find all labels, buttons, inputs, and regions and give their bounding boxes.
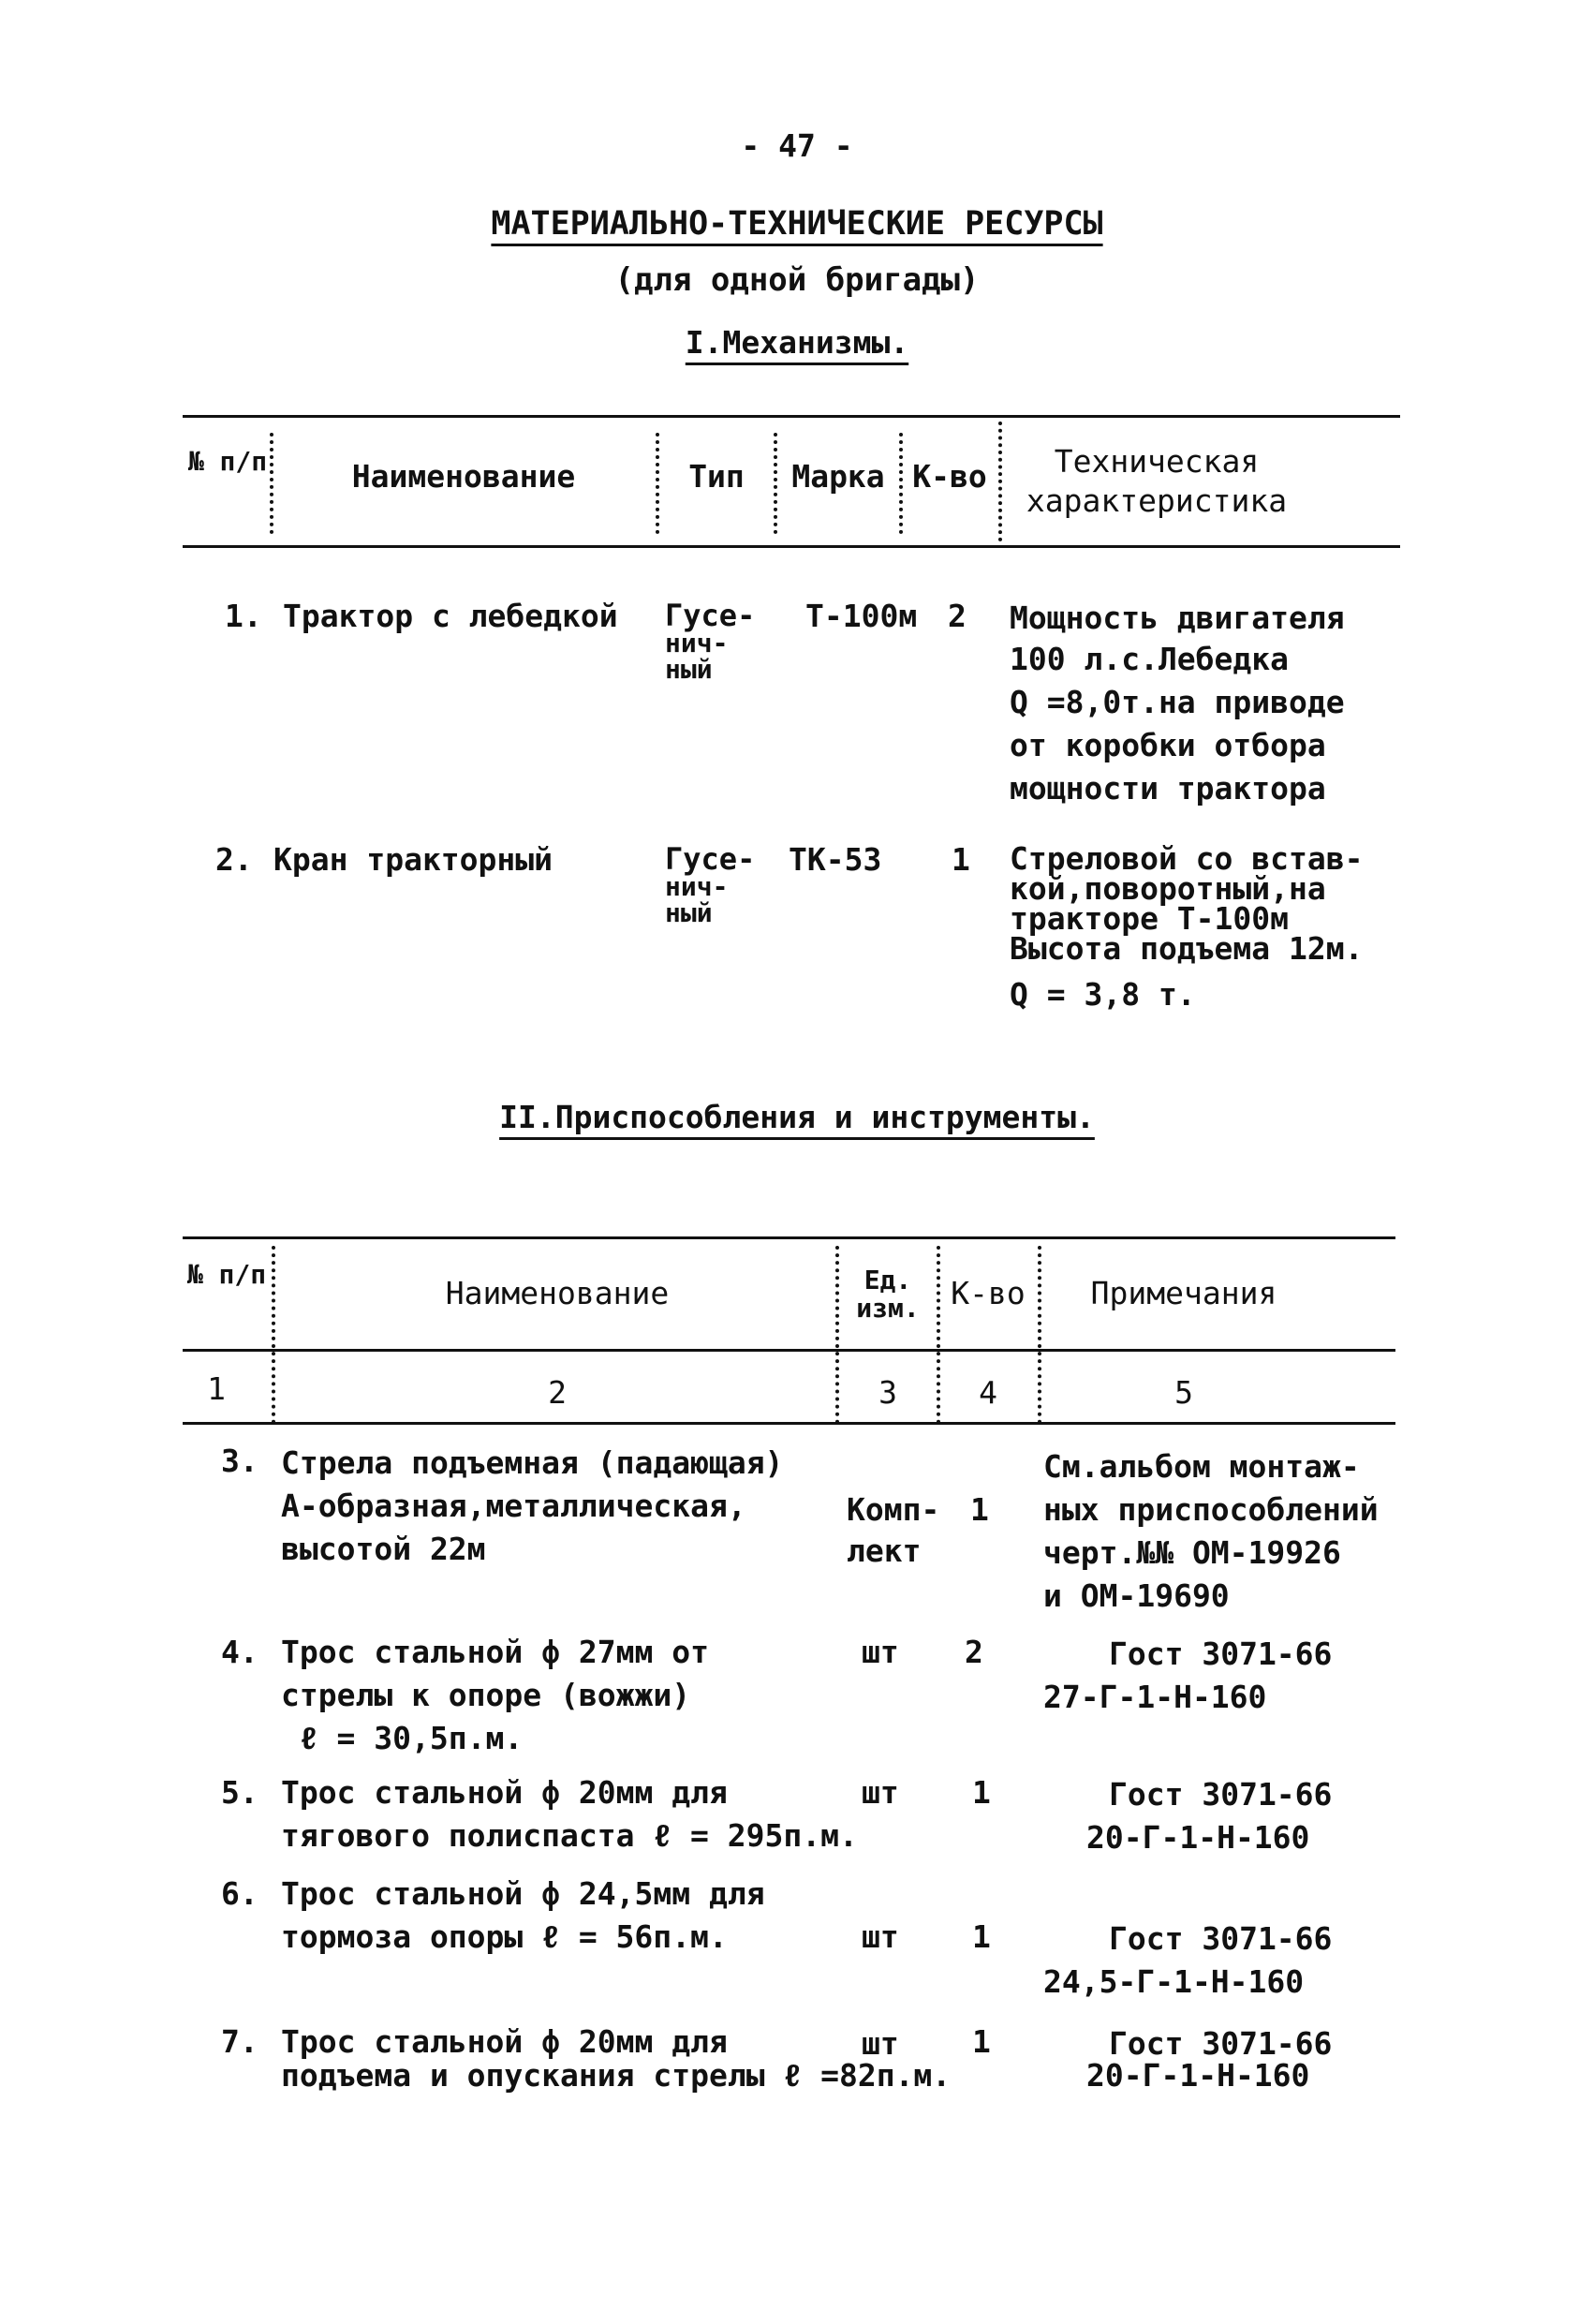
row-number: 2. (215, 841, 253, 878)
row-name: стрелы к опоре (вожжи) (281, 1677, 691, 1713)
row-qty: 1 (952, 841, 970, 878)
table2-divider (835, 1246, 839, 1424)
row-note: Гост 3071-66 (1109, 1776, 1333, 1813)
row-note: 27-Г-1-Н-160 (1043, 1679, 1267, 1715)
row-number: 4. (221, 1634, 258, 1670)
row-spec: мощности трактора (1010, 770, 1326, 807)
row-name: ℓ = 30,5п.м. (281, 1720, 524, 1756)
page-subtitle: (для одной бригады) (614, 261, 980, 299)
row-name: Трос стальной ф 20мм для (281, 2023, 728, 2060)
row-qty: 1 (970, 1491, 989, 1528)
row-note: и ОМ-19690 (1043, 1577, 1230, 1614)
row-type: Гусе- (665, 841, 756, 877)
table1-col-spec: Техническая характеристика (1026, 443, 1288, 519)
row-name: Трактор с лебедкой (283, 598, 618, 634)
row-number: 7. (221, 2023, 258, 2060)
row-name: А-образная,металлическая, (281, 1488, 746, 1524)
page-number: - 47 - (741, 127, 853, 164)
row-qty: 1 (972, 2023, 991, 2060)
row-name: тормоза опоры ℓ = 56п.м. (281, 1918, 728, 1955)
row-type: ный (665, 654, 713, 685)
table1-header-rule (183, 545, 1400, 548)
row-mark: Т-100м (805, 598, 918, 634)
table1-divider (998, 422, 1002, 541)
row-type: Гусе- (665, 598, 756, 633)
table1-divider (656, 433, 659, 534)
table2-numbers-rule (183, 1422, 1395, 1425)
table1-divider (774, 433, 777, 534)
row-spec: Q = 3,8 т. (1010, 976, 1196, 1013)
row-name: высотой 22м (281, 1531, 486, 1567)
row-spec: кой,поворотный,на (1010, 870, 1326, 907)
table2-divider (1038, 1246, 1041, 1424)
row-note: Гост 3071-66 (1109, 1920, 1333, 1957)
row-unit: шт (862, 1634, 899, 1670)
row-spec: Высота подъема 12м. (1010, 930, 1364, 967)
row-spec: тракторе Т-100м (1010, 900, 1290, 937)
row-unit: Комп- (847, 1491, 940, 1528)
section2-heading: II.Приспособления и инструменты. (499, 1099, 1095, 1135)
row-note: 24,5-Г-1-Н-160 (1043, 1963, 1305, 2000)
row-number: 1. (225, 598, 262, 634)
table2-col-unit: Ед. изм. (856, 1265, 920, 1324)
row-spec: Мощность двигателя (1010, 600, 1345, 636)
table2-col-num: № п/п (186, 1259, 267, 1290)
row-qty: 2 (948, 598, 967, 634)
row-unit: шт (862, 1918, 899, 1955)
table2-colnum: 2 (548, 1374, 567, 1411)
row-qty: 1 (972, 1918, 991, 1955)
row-note: ных приспособлений (1043, 1491, 1379, 1528)
row-unit: шт (862, 2025, 899, 2062)
row-name: Стрела подъемная (падающая) (281, 1444, 784, 1481)
table1-top-rule (183, 415, 1400, 418)
row-number: 6. (221, 1875, 258, 1912)
page-title: МАТЕРИАЛЬНО-ТЕХНИЧЕСКИЕ РЕСУРСЫ (491, 205, 1103, 243)
row-note: Гост 3071-66 (1109, 2025, 1333, 2062)
row-spec: Стреловой со встав- (1010, 840, 1364, 877)
table1-divider (270, 433, 273, 534)
table2-col-name: Наименование (445, 1275, 670, 1311)
table1-col-name: Наименование (351, 458, 576, 495)
table2-colnum: 1 (207, 1370, 226, 1407)
table2-colnum: 5 (1174, 1374, 1193, 1411)
row-name: Кран тракторный (273, 841, 553, 878)
row-note: Гост 3071-66 (1109, 1636, 1333, 1672)
table2-top-rule (183, 1236, 1395, 1239)
row-name: подъема и опускания стрелы ℓ =82п.м. (281, 2057, 952, 2094)
row-number: 3. (221, 1443, 258, 1479)
section1-heading: I.Механизмы. (685, 324, 909, 361)
row-name: Трос стальной ф 27мм от (281, 1634, 709, 1670)
table2-col-note: Примечания (1090, 1275, 1277, 1311)
row-spec: Q =8,0т.на приводе (1010, 684, 1345, 720)
row-name: Трос стальной ф 24,5мм для (281, 1875, 765, 1912)
table2-header-rule (183, 1349, 1395, 1352)
table2-divider (272, 1246, 275, 1424)
row-note: См.альбом монтаж- (1043, 1448, 1360, 1485)
row-number: 5. (221, 1774, 258, 1811)
row-note: черт.№№ ОМ-19926 (1043, 1534, 1341, 1571)
row-type: ный (665, 897, 713, 928)
table2-colnum: 3 (878, 1374, 897, 1411)
table1-col-num: № п/п (187, 446, 268, 477)
row-qty: 2 (965, 1634, 983, 1670)
row-note: 20-Г-1-Н-160 (1086, 1819, 1310, 1856)
table1-col-mark: Марка (791, 458, 885, 495)
row-name: тягового полиспаста ℓ = 295п.м. (281, 1817, 858, 1854)
table1-col-type: Тип (688, 458, 745, 495)
row-mark: ТК-53 (789, 841, 882, 878)
row-type: нич- (665, 628, 729, 659)
row-spec: от коробки отбора (1010, 727, 1326, 763)
row-type: нич- (665, 871, 729, 902)
table2-col-qty: К-во (951, 1275, 1026, 1311)
row-spec: 100 л.с.Лебедка (1010, 641, 1290, 677)
table2-colnum: 4 (979, 1374, 997, 1411)
row-unit: лект (847, 1532, 922, 1569)
table1-col-qty: К-во (912, 458, 987, 495)
row-unit: шт (862, 1774, 899, 1811)
row-qty: 1 (972, 1774, 991, 1811)
row-note: 20-Г-1-Н-160 (1086, 2057, 1310, 2094)
row-name: Трос стальной ф 20мм для (281, 1774, 728, 1811)
